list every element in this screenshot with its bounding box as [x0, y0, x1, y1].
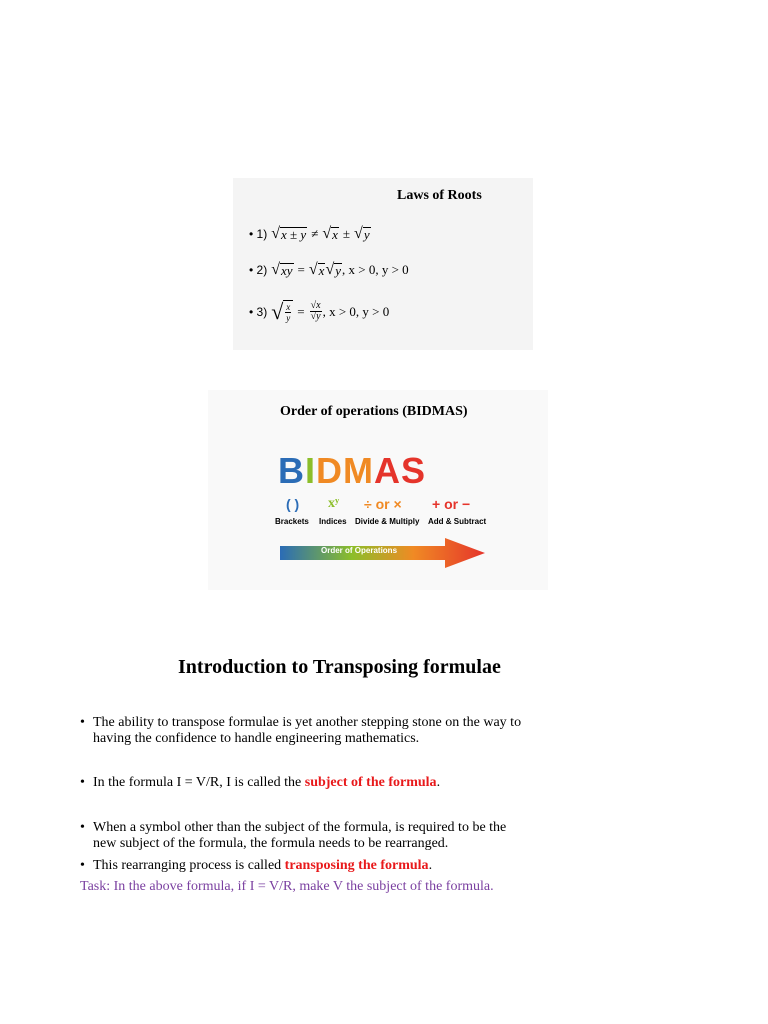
bullet-text-part: . [428, 858, 433, 873]
radical: √ x ± y [271, 225, 307, 242]
law-1-prefix: • 1) [249, 227, 268, 241]
bullet-dot: • [80, 858, 85, 873]
radical: √ $\frac{x}{y}$ [271, 300, 293, 323]
bullet-ability [80, 715, 580, 747]
bullet-dot: • [80, 775, 85, 790]
add-subtract-label: Add & Subtract [428, 517, 487, 526]
root-law-2: • 2) √ xy = √ x √ y , x > 0, y > 0 [249, 261, 409, 278]
bullet-text-part: . [436, 775, 441, 790]
bullet-text-part: In the formula I = V/R, I is called the [93, 775, 305, 790]
radical: √ x [308, 261, 325, 278]
roots-title: Laws of Roots [397, 188, 482, 203]
radical: √ y [354, 225, 370, 242]
highlight-transposing-formula: transposing the formula [284, 858, 429, 873]
bidmas-letter-b: B [278, 450, 305, 491]
indices-label: Indices [319, 517, 347, 526]
root-law-1: • 1) √ x ± y ≠ √ x ± √ y [249, 225, 370, 242]
bullet-symbol [80, 820, 580, 852]
radical: √ xy [271, 261, 293, 278]
bidmas-word [278, 450, 426, 492]
section-heading: Introduction to Transposing formulae [178, 656, 501, 678]
bidmas-letter-i: I [305, 450, 317, 491]
law-2-prefix: • 2) [249, 263, 268, 277]
arrow-label: Order of Operations [321, 546, 398, 555]
bullet-text-part: This rearranging process is called [93, 858, 285, 873]
law-3-prefix: • 3) [249, 304, 268, 319]
bidmas-letter-s: S [401, 450, 427, 491]
bullet-line: new subject of the formula, the formula needs to be rearranged. [93, 836, 449, 851]
brackets-label: Brackets [275, 517, 309, 526]
bullet-dot: • [80, 715, 85, 730]
divide-multiply-label: Divide & Multiply [355, 517, 420, 526]
bullet-line: having the confidence to handle engineering mathematics. [93, 731, 420, 746]
add-subtract-symbol: + or − [432, 496, 471, 512]
bidmas-title: Order of operations (BIDMAS) [280, 404, 468, 419]
divide-multiply-symbol: ÷ or × [364, 496, 402, 512]
root-law-3: • 3) √ $\frac{x}{y}$ = $\frac{√x}{√y}$ , x > 0, y > 0 [249, 299, 390, 324]
brackets-symbol: ( ) [286, 496, 300, 512]
radical: √ y [325, 261, 342, 278]
indices-symbol: xʸ [328, 496, 340, 511]
bidmas-image [208, 390, 548, 590]
task-text: Task: In the above formula, if I = V/R, make V the subject of the formula. [80, 879, 494, 894]
laws-of-roots-image [233, 178, 533, 350]
bidmas-letter-m: M [343, 450, 375, 491]
bullet-text [93, 775, 580, 791]
bullet-line: The ability to transpose formulae is yet another stepping stone on the way to [93, 715, 522, 730]
bullet-subject [80, 775, 580, 791]
law-2-condition: , x > 0, y > 0 [342, 262, 409, 277]
bullet-line: When a symbol other than the subject of the formula, is required to be the [93, 820, 507, 835]
highlight-subject-of-formula: subject of the formula [304, 775, 437, 790]
bullet-text [93, 858, 580, 874]
bullet-rearranging [80, 858, 580, 874]
bidmas-letter-d: D [316, 450, 344, 491]
radical: √ x [322, 225, 338, 242]
bidmas-letter-a: A [374, 450, 402, 491]
law-3-condition: , x > 0, y > 0 [322, 303, 390, 319]
bullet-dot: • [80, 820, 85, 835]
